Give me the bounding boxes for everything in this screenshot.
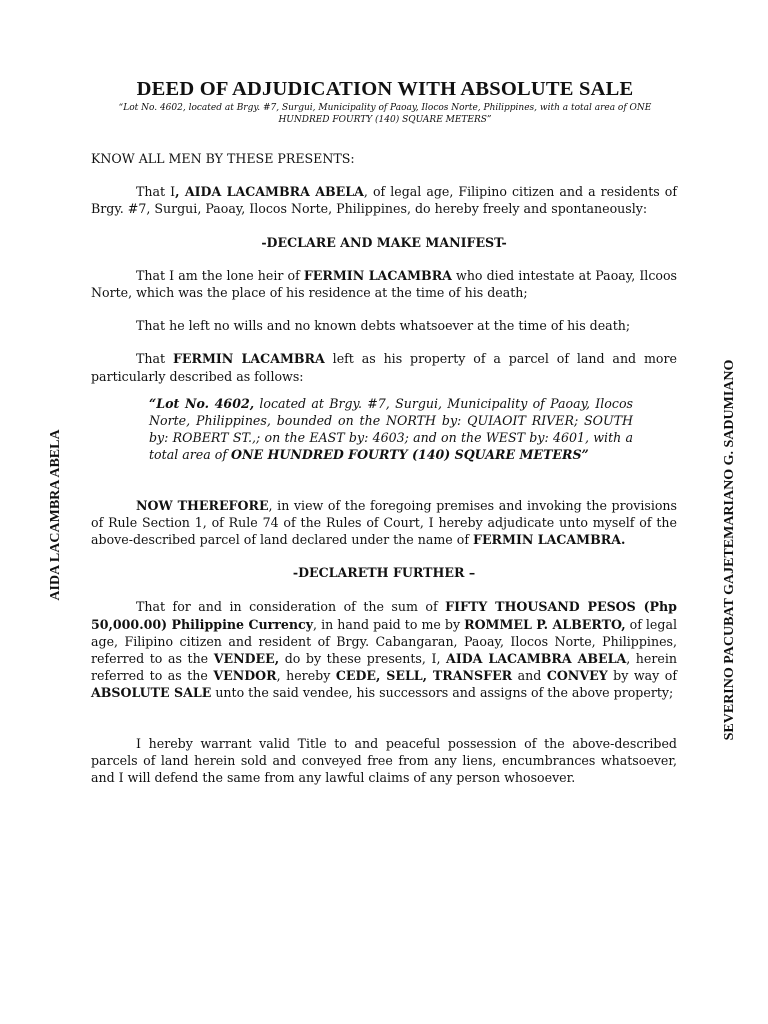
- text-run: That for and in consideration of the sum of: [136, 599, 446, 615]
- paragraph-consideration: [91, 598, 677, 701]
- vendee-label: VENDEE,: [213, 651, 280, 667]
- document-body: [91, 150, 677, 786]
- text-run: who died intestate at Paoay, Ilcoos Norte, which was the place of his residence at the time of his death;: [91, 267, 678, 301]
- left-margin-signature-text: AIDA LACAMBRA ABELA: [48, 429, 63, 601]
- text-run: , in view of the foregoing premises and invoking the provisions of Rule Section 1, of Rule 74 of the Rules of Court, I hereby adjudicate unto myself of the above-described parcel of land declared under the name of: [91, 497, 677, 548]
- heading-further: [91, 564, 677, 581]
- paragraph-property: [91, 350, 677, 384]
- decedent-name: FERMIN LACAMBRA: [303, 267, 452, 283]
- vendor-name: , AIDA LACAMBRA ABELA: [175, 184, 364, 200]
- text-run: , herein referred to as the: [91, 651, 677, 684]
- text-run: do by these presents, I,: [279, 651, 447, 667]
- paragraph-warranty: I hereby warrant valid Title to and peaceful possession of the above-described parcels of land herein sold and conveyed free from any liens, encumbrances whatsoever, and I will defend the same from any lawful claims of any person whosoever.: [91, 735, 677, 786]
- paragraph-identity: [91, 183, 677, 217]
- heading-declare-text: -DECLARE AND MAKE MANIFEST-: [261, 234, 507, 250]
- lot-area: ONE HUNDRED FOURTY (140) SQUARE METERS”: [230, 447, 589, 463]
- vendee-name: ROMMEL P. ALBERTO,: [464, 616, 626, 632]
- sale-amount: FIFTY THOUSAND PESOS (Php 50,000.00) Philippine Currency: [91, 599, 677, 632]
- vendor-label: VENDOR: [213, 668, 277, 684]
- document-title: DEED OF ADJUDICATION WITH ABSOLUTE SALE: [136, 78, 634, 100]
- decedent-name: FERMIN LACAMBRA: [172, 351, 325, 367]
- convey-label: CONVEY: [546, 668, 608, 684]
- decedent-name: FERMIN LACAMBRA.: [473, 532, 626, 548]
- paragraph-no-wills: That he left no wills and no known debts whatsoever at the time of his death;: [136, 318, 631, 334]
- vendor-name: AIDA LACAMBRA ABELA: [446, 651, 627, 667]
- absolute-sale-label: ABSOLUTE SALE: [91, 685, 212, 701]
- text-run: located at Brgy. #7, Surgui, Municipality of Paoay, Ilocos Norte, Philippines, bounded on the NORTH by: QUIAOIT RIVER; SOUTH by: ROBERT ST.,; on the EAST by: 4603; and on the WEST by: 4601, with a total area of: [149, 395, 633, 463]
- paragraph-heir: [91, 267, 677, 301]
- document-subtitle: “Lot No. 4602, located at Brgy. #7, Surgui, Municipality of Paoay, Ilocos Norte, Philippines, with a total area of ONE HUNDRED FOURTY (140) SQUARE METERS”: [118, 103, 652, 125]
- text-run: , hereby: [276, 668, 336, 684]
- heading-declare: [91, 234, 677, 251]
- text-run: , in hand paid to me by: [313, 616, 465, 632]
- text-run: and: [512, 668, 547, 684]
- property-description: [149, 395, 633, 464]
- heading-further-text: -DECLARETH FURTHER –: [292, 565, 476, 581]
- right-margin-signature: [690, 345, 768, 755]
- text-run: of legal age, Filipino citizen and resident of Brgy. Cabangaran, Paoay, Ilocos Norte, Philippines, referred to as the: [91, 616, 677, 667]
- text-run: That I: [136, 184, 176, 200]
- text-run: unto the said vendee, his successors and assigns of the above property;: [211, 685, 674, 701]
- text-run: That: [136, 351, 173, 367]
- sale-verbs: CEDE, SELL, TRANSFER: [335, 668, 513, 684]
- text-run: left as his property of a parcel of land and more particularly described as follows:: [91, 351, 677, 384]
- text-run: , of legal age, Filipino citizen and a residents of Brgy. #7, Surgui, Paoay, Ilocos Norte, Philippines, do hereby freely and spontaneously:: [91, 184, 677, 217]
- opening-line: KNOW ALL MEN BY THESE PRESENTS:: [91, 151, 355, 166]
- lot-number: “Lot No. 4602,: [149, 395, 255, 411]
- paragraph-now-therefore: [91, 497, 677, 549]
- right-margin-signature-text: SEVERINO PACUBAT GAJETEMARIANO G. SADUMIANO: [722, 359, 737, 741]
- left-margin-signature: [16, 420, 96, 610]
- now-therefore-label: NOW THEREFORE: [136, 497, 269, 513]
- text-run: by way of: [607, 668, 677, 684]
- text-run: That I am the lone heir of: [136, 267, 304, 283]
